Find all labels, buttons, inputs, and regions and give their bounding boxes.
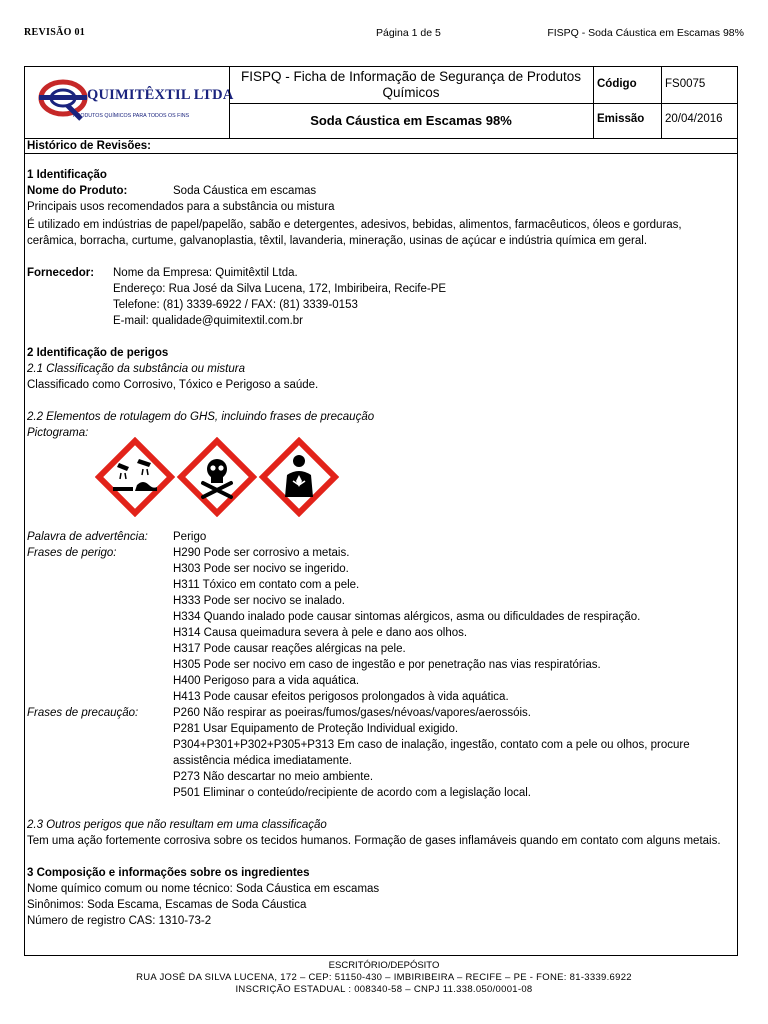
code-value: FS0075	[665, 78, 706, 90]
section3-heading: 3 Composição e informações sobre os ingredientes	[27, 867, 310, 879]
hazard-phrase: H400 Perigoso para a vida aquática.	[173, 675, 360, 687]
hazard-phrase: H314 Causa queimadura severa à pele e dano aos olhos.	[173, 627, 468, 639]
signal-word-row	[27, 529, 733, 545]
precaution-phrase: P501 Eliminar o conteúdo/recipiente de acordo com a legislação local.	[173, 787, 531, 799]
uses-heading: Principais usos recomendados para a substância ou mistura	[27, 201, 335, 213]
signal-word-value: Perigo	[173, 531, 207, 543]
issue-value: 20/04/2016	[665, 113, 723, 125]
supplier-address: Endereço: Rua José da Silva Lucena, 172, Imbiribeira, Recife-PE	[113, 283, 447, 295]
footer-office: ESCRITÓRIO/DEPÓSITO	[328, 960, 440, 971]
header-table	[25, 67, 737, 139]
corrosion-icon	[95, 437, 175, 517]
page-number: Página 1 de 5	[376, 27, 441, 39]
classification-text: Classificado como Corrosivo, Tóxico e Perigoso a saúde.	[27, 379, 319, 391]
skull-crossbones-icon	[177, 437, 257, 517]
footer-registration: INSCRIÇÃO ESTADUAL : 008340-58 – CNPJ 11.338.050/0001-08	[235, 984, 533, 995]
precaution-phrases-label: Frases de precaução:	[27, 707, 139, 719]
health-hazard-icon	[259, 437, 339, 517]
logo-name: QUIMITÊXTIL LTDA	[87, 87, 234, 103]
supplier-company: Nome da Empresa: Quimitêxtil Ltda.	[113, 267, 298, 279]
precaution-phrase: P260 Não respirar as poeiras/fumos/gases/névoas/vapores/aerossóis.	[173, 707, 531, 719]
composition-line: Número de registro CAS: 1310-73-2	[27, 915, 212, 927]
precaution-phrase: P304+P301+P302+P305+P313 Em caso de inalação, ingestão, contato com a pele ou olhos, procure assistência médica imediatamente.	[173, 739, 690, 767]
code-label: Código	[597, 78, 637, 90]
revision-label: REVISÃO 01	[24, 27, 86, 38]
composition-line: Sinônimos: Soda Escama, Escamas de Soda Cáustica	[27, 899, 307, 911]
issue-label: Emissão	[597, 113, 645, 125]
section2-1-heading: 2.1 Classificação da substância ou mistura	[27, 363, 245, 375]
document-title: FISPQ - Soda Cáustica em Escamas 98%	[547, 27, 744, 39]
fispq-title: FISPQ - Ficha de Informação de Segurança de Produtos Químicos	[241, 69, 581, 100]
pictogram-label: Pictograma:	[27, 427, 89, 439]
supplier-label: Fornecedor:	[27, 267, 95, 279]
supplier-email: E-mail: qualidade@quimitextil.com.br	[113, 315, 303, 327]
uses-text: É utilizado em indústrias de papel/papelão, sabão e detergentes, adesivos, bebidas, alimentos, farmacêuticos, óleos e gorduras, cerâmica, borracha, curtume, galvanoplastia, têxtil, lavanderia, mineração, usinas de açúcar e indústria química em geral.	[27, 219, 682, 247]
other-hazards-text: Tem uma ação fortemente corrosiva sobre os tecidos humanos. Formação de gases inflamáveis quando em contato com alguns metais.	[27, 835, 721, 847]
hazard-phrase: H311 Tóxico em contato com a pele.	[173, 579, 360, 591]
footer-address: RUA JOSÉ DA SILVA LUCENA, 172 – CEP: 51150-430 – IMBIRIBEIRA – RECIFE – PE - FONE: 81-3339.6922	[136, 972, 632, 983]
precaution-phrase: P281 Usar Equipamento de Proteção Individual exigido.	[173, 723, 459, 735]
page-top-bar	[24, 27, 744, 41]
supplier-phone: Telefone: (81) 3339-6922 / FAX: (81) 3339-0153	[113, 299, 358, 311]
product-name-row	[27, 183, 733, 199]
page-footer	[0, 960, 768, 996]
ghs-pictograms	[27, 441, 733, 519]
company-logo	[37, 75, 234, 131]
supplier-block	[27, 265, 733, 329]
logo-tagline: PRODUTOS QUÍMICOS PARA TODOS OS FINS	[73, 113, 190, 119]
product-title: Soda Cáustica em Escamas 98%	[310, 113, 512, 128]
document-body	[27, 167, 733, 929]
composition-line: Nome químico comum ou nome técnico: Soda Cáustica em escamas	[27, 883, 380, 895]
hazard-phrases-block	[27, 545, 733, 705]
section1-heading: 1 Identificação	[27, 169, 107, 181]
hazard-phrase: H305 Pode ser nocivo em caso de ingestão e por penetração nas vias respiratórias.	[173, 659, 601, 671]
hazard-phrase: H413 Pode causar efeitos perigosos prolongados à vida aquática.	[173, 691, 509, 703]
hazard-phrase: H334 Quando inalado pode causar sintomas alérgicos, asma ou dificuldades de respiração.	[173, 611, 641, 623]
section2-3-heading: 2.3 Outros perigos que não resultam em uma classificação	[27, 819, 327, 831]
revision-history-label: Histórico de Revisões:	[25, 139, 737, 154]
precaution-phrase: P273 Não descartar no meio ambiente.	[173, 771, 374, 783]
hazard-phrase: H317 Pode causar reações alérgicas na pele.	[173, 643, 406, 655]
hazard-phrase: H303 Pode ser nocivo se ingerido.	[173, 563, 349, 575]
hazard-phrase: H333 Pode ser nocivo se inalado.	[173, 595, 345, 607]
document-frame	[24, 66, 738, 956]
product-name-label: Nome do Produto:	[27, 185, 128, 197]
section2-2-heading: 2.2 Elementos de rotulagem do GHS, incluindo frases de precaução	[27, 411, 375, 423]
section2-heading: 2 Identificação de perigos	[27, 347, 169, 359]
hazard-phrases-label: Frases de perigo:	[27, 547, 117, 559]
product-name-value: Soda Cáustica em escamas	[173, 185, 317, 197]
signal-word-label: Palavra de advertência:	[27, 531, 148, 543]
precaution-phrases-block	[27, 705, 733, 801]
hazard-phrase: H290 Pode ser corrosivo a metais.	[173, 547, 350, 559]
